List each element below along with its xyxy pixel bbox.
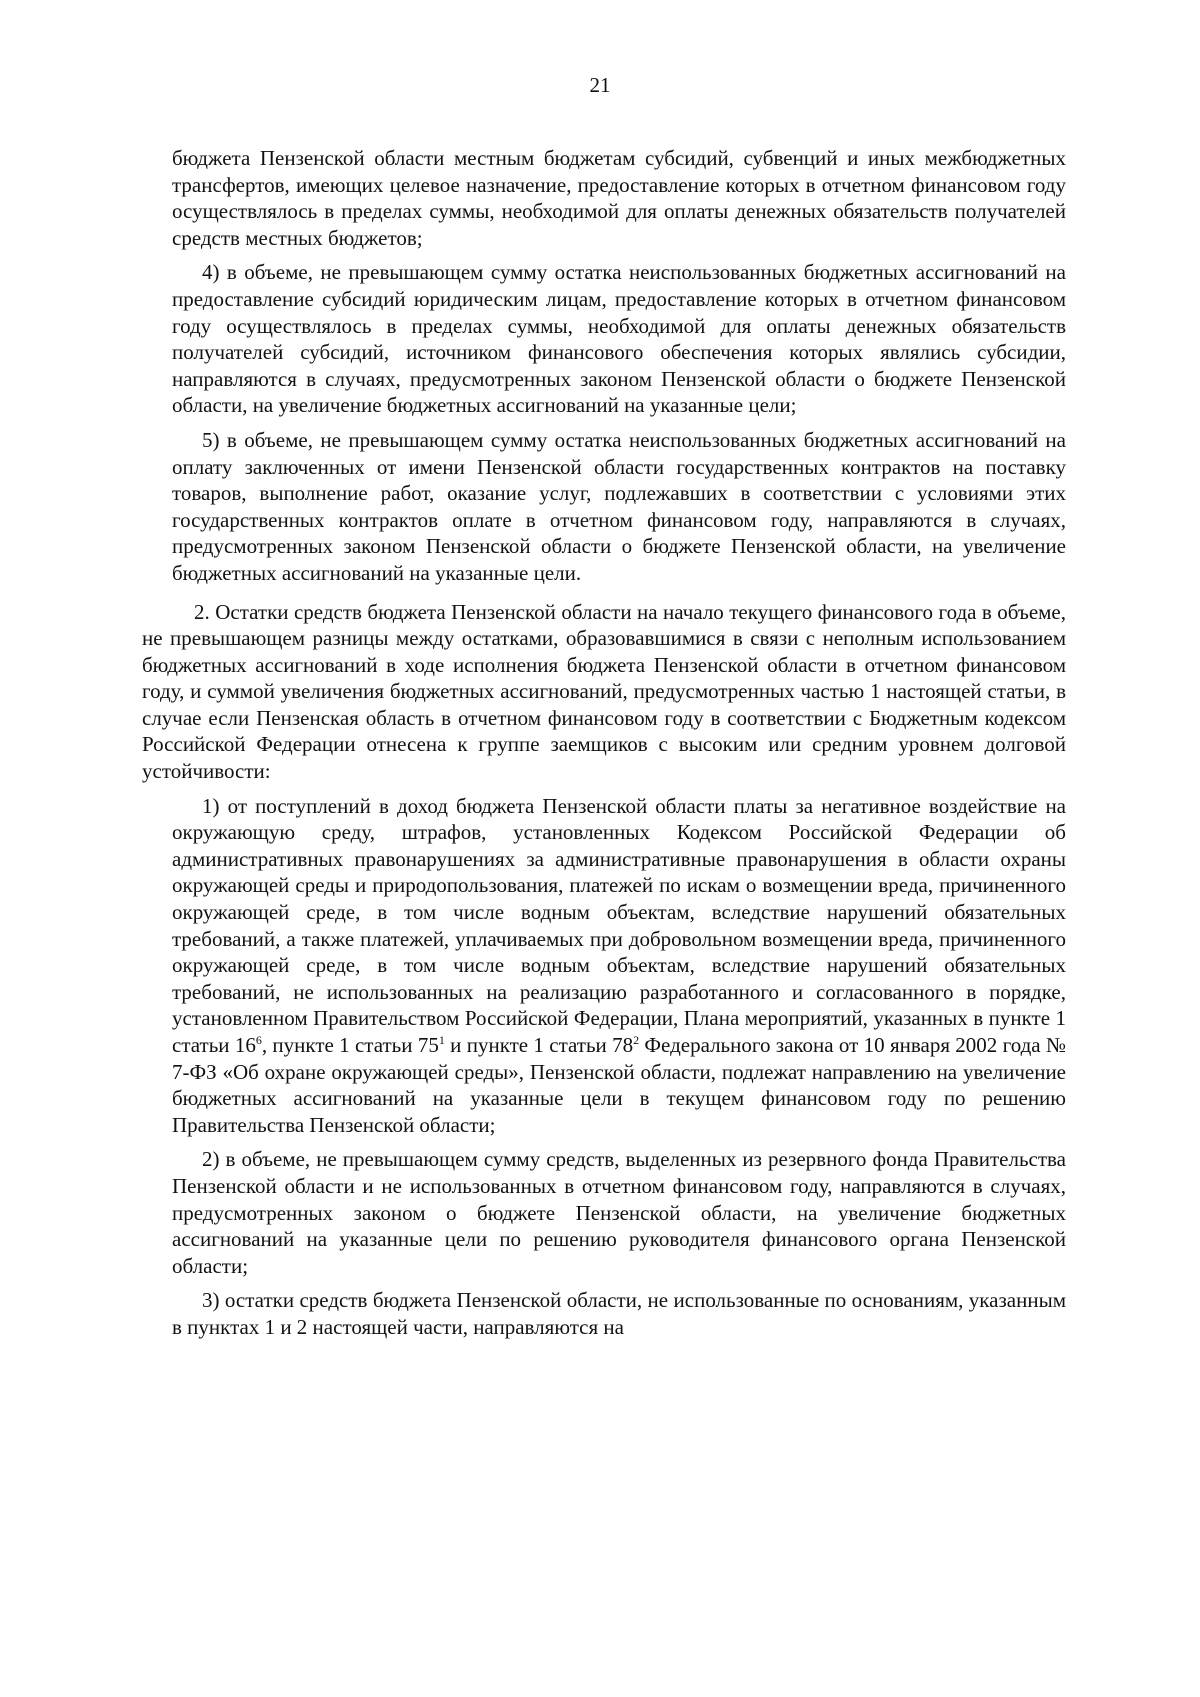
paragraph-text-segment: , пункте 1 статьи 75 <box>261 1033 439 1057</box>
superscript: 2 <box>633 1033 640 1047</box>
paragraph-text-segment: Федерального закона от 10 января 2002 года № 7-ФЗ «Об охране окружающей среды», Пензенской области, подлежат направлению на увеличение бюджетных ассигнований на указанные цели в текущем финансовом году по решению Правительства Пензенской области; <box>172 1033 1066 1137</box>
paragraph-text-segment: 1) от поступлений в доход бюджета Пензенской области платы за негативное воздействие на окружающую среду, штрафов, установленных Кодексом Российской Федерации об административных правонарушениях за административные правонарушения в области охраны окружающей среды и природопользования, платежей по искам о возмещении вреда, причиненного окружающей среде, в том числе водным объектам, вследствие нарушений обязательных требований, а также платежей, уплачиваемых при добровольном возмещении вреда, причиненного окружающей среде, в том числе водным объектам, вследствие нарушений обязательных требований, не использованных на реализацию разработанного и согласованного в порядке, установленном Правительством Российской Федерации, Плана мероприятий, указанных в пункте 1 статьи 16 <box>172 793 1066 1057</box>
paragraph-item-5: 5) в объеме, не превышающем сумму остатка неиспользованных бюджетных ассигнований на оплату заключенных от имени Пензенской области государственных контрактов на поставку товаров, выполнение работ, оказание услуг, подлежавших в соответствии с условиями этих государственных контрактов оплате в отчетном финансовом году, направляются в случаях, предусмотренных законом Пензенской области о бюджете Пензенской области, на увеличение бюджетных ассигнований на указанные цели. <box>172 427 1066 585</box>
superscript: 1 <box>438 1033 445 1047</box>
paragraph-item-4: 4) в объеме, не превышающем сумму остатка неиспользованных бюджетных ассигнований на предоставление субсидий юридическим лицам, предоставление которых в отчетном финансовом году осуществлялось в пределах суммы, необходимой для оплаты денежных обязательств получателей субсидий, источником финансового обеспечения которых являлись субсидии, направляются в случаях, предусмотренных законом Пензенской области о бюджете Пензенской области, на увеличение бюджетных ассигнований на указанные цели; <box>172 260 1066 418</box>
paragraph-part-2-item-2: 2) в объеме, не превышающем сумму средств, выделенных из резервного фонда Правительства Пензенской области и не использованных в отчетном финансовом году, направляются в случаях, предусмотренных законом о бюджете Пензенской области, на увеличение бюджетных ассигнований на указанные цели по решению руководителя финансового органа Пензенской области; <box>172 1147 1066 1278</box>
paragraph-part-2-item-1 <box>172 793 1066 1139</box>
page-number: 21 <box>589 73 611 97</box>
document-body <box>142 145 1066 1341</box>
paragraph-text-segment: и пункте 1 статьи 78 <box>444 1033 634 1057</box>
superscript: 6 <box>255 1033 262 1047</box>
paragraph-continuation: бюджета Пензенской области местным бюджетам субсидий, субвенций и иных межбюджетных трансфертов, имеющих целевое назначение, предоставление которых в отчетном финансовом году осуществлялось в пределах суммы, необходимой для оплаты денежных обязательств получателей средств местных бюджетов; <box>172 146 1066 250</box>
paragraph-part-2-item-3: 3) остатки средств бюджета Пензенской области, не использованные по основаниям, указанным в пунктах 1 и 2 настоящей части, направляются на <box>172 1288 1066 1339</box>
paragraph-part-2: 2. Остатки средств бюджета Пензенской области на начало текущего финансового года в объеме, не превышающем разницы между остатками, образовавшимися в связи с неполным использованием бюджетных ассигнований в ходе исполнения бюджета Пензенской области в отчетном финансовом году, и суммой увеличения бюджетных ассигнований, предусмотренных частью 1 настоящей статьи, в случае если Пензенская область в отчетном финансовом году в соответствии с Бюджетным кодексом Российской Федерации отнесена к группе заемщиков с высоким или средним уровнем долговой устойчивости: <box>142 599 1066 784</box>
